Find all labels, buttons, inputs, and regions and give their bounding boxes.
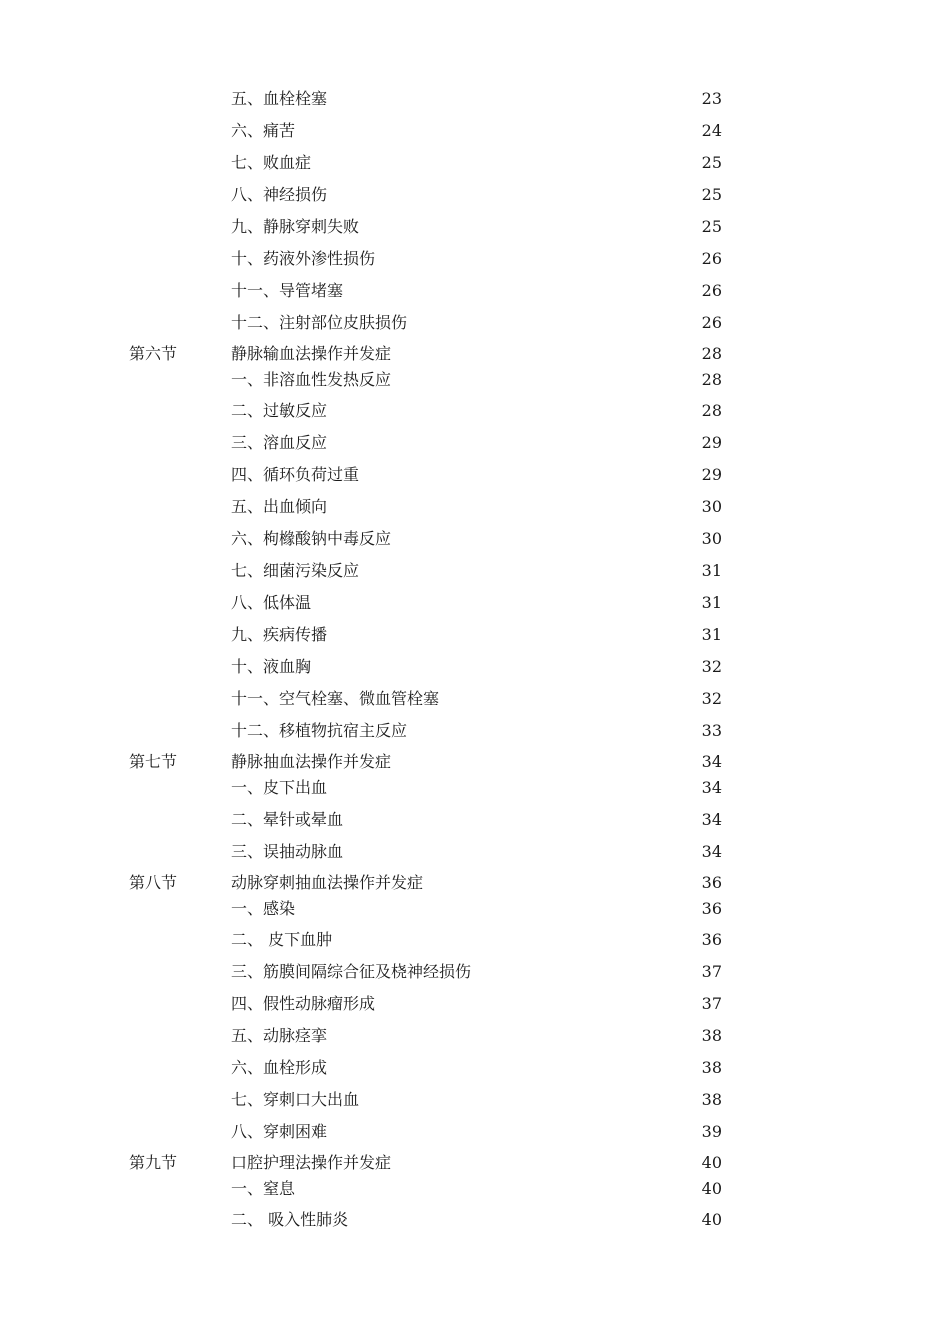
toc-entry-row[interactable]	[0, 622, 950, 648]
toc-page-number: 32	[701, 657, 722, 676]
toc-entry-row[interactable]	[0, 310, 950, 336]
toc-entry-title: 八、低体温	[231, 593, 312, 612]
toc-entry-row[interactable]	[0, 1207, 950, 1233]
toc-entry-row[interactable]	[0, 1119, 950, 1145]
toc-page-number: 28	[701, 370, 722, 389]
toc-entry-row[interactable]	[0, 654, 950, 680]
toc-entry-title: 九、静脉穿刺失败	[231, 217, 360, 236]
toc-entry-title: 一、非溶血性发热反应	[231, 370, 392, 389]
toc-entry-title: 四、循环负荷过重	[231, 465, 360, 484]
toc-entry-row[interactable]	[0, 367, 950, 393]
toc-entry-title: 二、 吸入性肺炎	[231, 1210, 349, 1229]
toc-entry-row[interactable]	[0, 839, 950, 865]
toc-entry-title: 十、液血胸	[231, 657, 312, 676]
toc-page-number: 25	[701, 217, 722, 236]
toc-entry-row[interactable]	[0, 1055, 950, 1081]
toc-entry-title: 七、穿刺口大出血	[231, 1090, 360, 1109]
toc-entry-title: 四、假性动脉瘤形成	[231, 994, 376, 1013]
toc-section-label: 第六节	[129, 344, 178, 363]
toc-page-number: 33	[701, 721, 722, 740]
toc-section-row[interactable]	[0, 749, 950, 775]
toc-entry-row[interactable]	[0, 494, 950, 520]
toc-page-number: 31	[701, 561, 722, 580]
toc-section-label: 第七节	[129, 752, 178, 771]
toc-page-number: 38	[701, 1058, 722, 1077]
toc-page-number: 26	[701, 281, 722, 300]
toc-entry-row[interactable]	[0, 686, 950, 712]
toc-entry-row[interactable]	[0, 896, 950, 922]
toc-page-number: 36	[701, 873, 722, 892]
toc-page-number: 36	[701, 899, 722, 918]
toc-page-number: 26	[701, 313, 722, 332]
toc-page-number: 34	[701, 778, 722, 797]
toc-entry-row[interactable]	[0, 927, 950, 953]
toc-page-number: 28	[701, 401, 722, 420]
toc-entry-row[interactable]	[0, 118, 950, 144]
toc-entry-row[interactable]	[0, 182, 950, 208]
toc-page-number: 31	[701, 593, 722, 612]
toc-entry-title: 十二、注射部位皮肤损伤	[231, 313, 408, 332]
toc-entry-row[interactable]	[0, 991, 950, 1017]
toc-entry-title: 六、痛苦	[231, 121, 296, 140]
toc-entry-row[interactable]	[0, 430, 950, 456]
toc-entry-row[interactable]	[0, 775, 950, 801]
toc-entry-row[interactable]	[0, 214, 950, 240]
toc-entry-title: 六、枸橼酸钠中毒反应	[231, 529, 392, 548]
toc-entry-row[interactable]	[0, 718, 950, 744]
toc-entry-title: 静脉输血法操作并发症	[231, 344, 392, 363]
toc-page-number: 28	[701, 344, 722, 363]
toc-entry-title: 十、药液外渗性损伤	[231, 249, 376, 268]
toc-page-number: 34	[701, 842, 722, 861]
toc-entry-title: 一、皮下出血	[231, 778, 328, 797]
toc-entry-title: 三、误抽动脉血	[231, 842, 344, 861]
toc-entry-title: 七、败血症	[231, 153, 312, 172]
toc-entry-row[interactable]	[0, 398, 950, 424]
toc-page-number: 32	[701, 689, 722, 708]
toc-entry-title: 一、感染	[231, 899, 296, 918]
toc-entry-title: 十一、空气栓塞、微血管栓塞	[231, 689, 440, 708]
toc-page-number: 29	[701, 465, 722, 484]
toc-page-number: 34	[701, 752, 722, 771]
toc-entry-row[interactable]	[0, 807, 950, 833]
toc-entry-row[interactable]	[0, 1087, 950, 1113]
toc-entry-row[interactable]	[0, 1176, 950, 1202]
toc-page-number: 31	[701, 625, 722, 644]
toc-entry-title: 一、窒息	[231, 1179, 296, 1198]
toc-page-number: 40	[701, 1153, 722, 1172]
toc-entry-title: 八、穿刺困难	[231, 1122, 328, 1141]
toc-section-row[interactable]	[0, 1150, 950, 1176]
toc-entry-title: 动脉穿刺抽血法操作并发症	[231, 873, 424, 892]
toc-page-number: 29	[701, 433, 722, 452]
toc-entry-title: 二、晕针或晕血	[231, 810, 344, 829]
toc-entry-title: 八、神经损伤	[231, 185, 328, 204]
toc-page-number: 40	[701, 1210, 722, 1229]
toc-entry-title: 三、溶血反应	[231, 433, 328, 452]
toc-page-number: 37	[701, 994, 722, 1013]
toc-section-label: 第九节	[129, 1153, 178, 1172]
toc-entry-row[interactable]	[0, 278, 950, 304]
toc-section-row[interactable]	[0, 870, 950, 896]
toc-page-number: 36	[701, 930, 722, 949]
toc-entry-row[interactable]	[0, 1023, 950, 1049]
toc-entry-title: 二、 皮下血肿	[231, 930, 333, 949]
toc-entry-title: 二、过敏反应	[231, 401, 328, 420]
toc-page-number: 34	[701, 810, 722, 829]
toc-entry-row[interactable]	[0, 462, 950, 488]
toc-entry-row[interactable]	[0, 246, 950, 272]
toc-entry-row[interactable]	[0, 86, 950, 112]
toc-page-number: 30	[701, 497, 722, 516]
toc-entry-title: 五、血栓栓塞	[231, 89, 328, 108]
toc-page-number: 40	[701, 1179, 722, 1198]
toc-entry-title: 静脉抽血法操作并发症	[231, 752, 392, 771]
toc-page-number: 24	[701, 121, 722, 140]
toc-entry-title: 三、筋膜间隔综合征及桡神经损伤	[231, 962, 472, 981]
toc-entry-title: 六、血栓形成	[231, 1058, 328, 1077]
toc-page-number: 37	[701, 962, 722, 981]
toc-entry-row[interactable]	[0, 590, 950, 616]
toc-page-number: 30	[701, 529, 722, 548]
toc-page-number: 26	[701, 249, 722, 268]
toc-entry-title: 十一、导管堵塞	[231, 281, 344, 300]
toc-entry-title: 五、出血倾向	[231, 497, 328, 516]
toc-entry-row[interactable]	[0, 959, 950, 985]
toc-entry-row[interactable]	[0, 150, 950, 176]
toc-page-number: 23	[701, 89, 722, 108]
toc-section-row[interactable]	[0, 341, 950, 367]
toc-entry-title: 九、疾病传播	[231, 625, 328, 644]
toc-page-number: 25	[701, 153, 722, 172]
toc-page-number: 38	[701, 1026, 722, 1045]
toc-section-label: 第八节	[129, 873, 178, 892]
toc-entry-title: 十二、移植物抗宿主反应	[231, 721, 408, 740]
toc-entry-row[interactable]	[0, 558, 950, 584]
toc-entry-row[interactable]	[0, 526, 950, 552]
toc-page-number: 38	[701, 1090, 722, 1109]
toc-entry-title: 五、动脉痉挛	[231, 1026, 328, 1045]
toc-entry-title: 口腔护理法操作并发症	[231, 1153, 392, 1172]
toc-page-number: 39	[701, 1122, 722, 1141]
toc-entry-title: 七、细菌污染反应	[231, 561, 360, 580]
toc-page-number: 25	[701, 185, 722, 204]
